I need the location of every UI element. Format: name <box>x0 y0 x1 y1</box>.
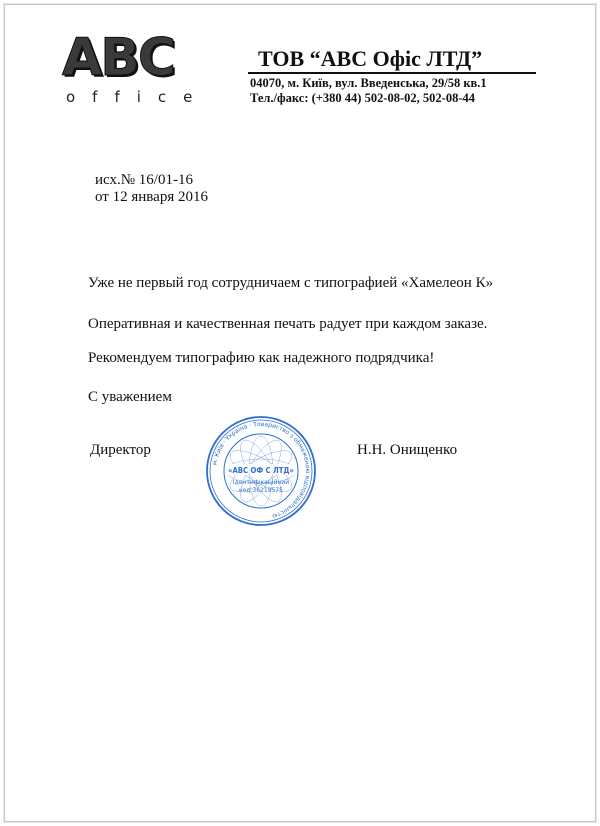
reference-number: исх.№ 16/01-16 <box>95 172 193 188</box>
company-logo: ABC <box>62 28 175 88</box>
signatory-name: Н.Н. Онищенко <box>357 442 458 458</box>
body-paragraph: Оперативная и качественная печать радует при каждом заказе. <box>88 316 488 332</box>
signatory-position: Директор <box>90 442 151 458</box>
company-stamp <box>205 415 317 527</box>
stamp-ring-text: м. Київ · Україна · Товариство з обмеженою відповідальністю <box>211 420 312 520</box>
stamp-code-label: Ідентифікаційний <box>232 479 290 486</box>
body-paragraph: Рекомендуем типографию как надежного подрядчика! <box>88 350 435 366</box>
company-address: 04070, м. Київ, вул. Введенська, 29/58 кв.1 <box>250 76 487 90</box>
reference-date: от 12 января 2016 <box>95 189 208 205</box>
page-frame <box>4 4 596 822</box>
company-logo-subtitle: office <box>66 88 210 106</box>
company-name: ТОВ “АВС Офіс ЛТД” <box>258 46 483 71</box>
letterhead-divider <box>248 72 536 74</box>
stamp-center-text: «АВС ОФ С ЛТД» <box>228 466 294 475</box>
body-paragraph: Уже не первый год сотрудничаем с типографией «Хамелеон К» <box>88 275 494 291</box>
closing: С уважением <box>88 389 172 405</box>
stamp-code: код 36219575 <box>239 487 283 494</box>
company-phone: Тел./факс: (+380 44) 502-08-02, 502-08-44 <box>250 91 475 105</box>
